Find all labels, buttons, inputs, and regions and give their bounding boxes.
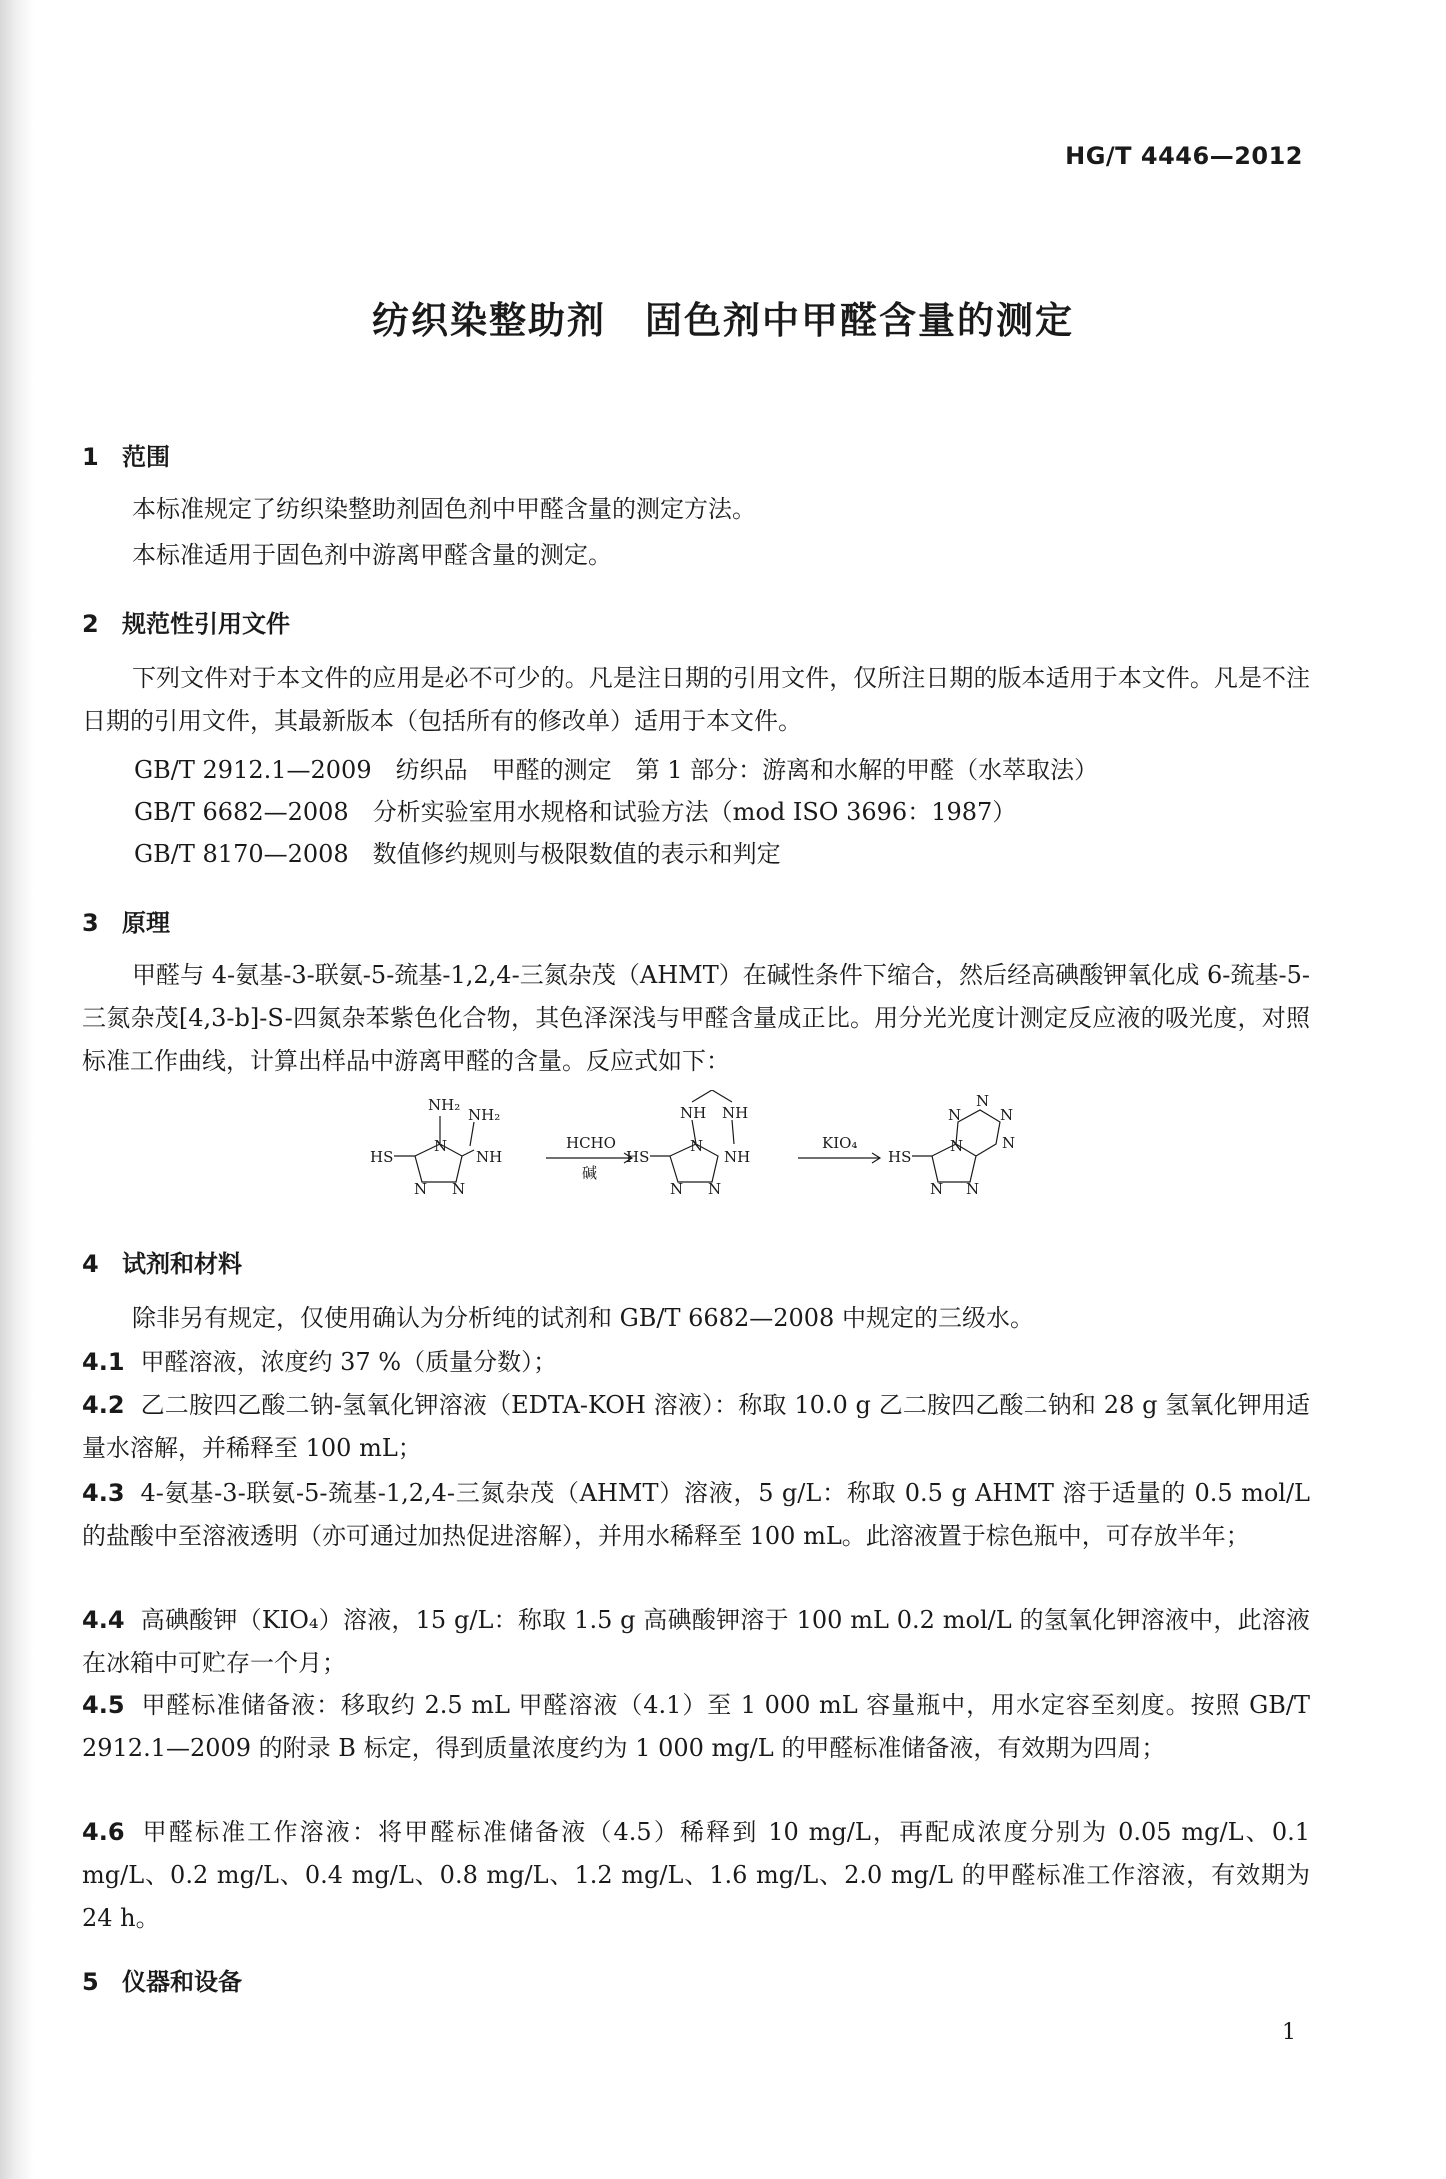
item-text: 高碘酸钾（KIO₄）溶液，15 g/L：称取 1.5 g 高碘酸钾溶于 100 mL 0.2 mol/L 的氢氧化钾溶液中，此溶液在冰箱中可贮存一个月；: [82, 1606, 1310, 1677]
nh-label: NH: [724, 1148, 751, 1166]
section-title: 试剂和材料: [122, 1250, 242, 1278]
reagent-item-4-6: [82, 1811, 1310, 1940]
page-number: 1: [1282, 2020, 1296, 2045]
nh-label: NH: [680, 1104, 707, 1122]
section-number: 4: [82, 1250, 99, 1278]
ring-nitrogen-label: N: [948, 1106, 962, 1124]
ring-nitrogen-label: N: [690, 1137, 704, 1155]
reagents-intro: 除非另有规定，仅使用确认为分析纯的试剂和 GB/T 6682—2008 中规定的三级水。: [132, 1304, 1034, 1332]
principle-paragraph: 甲醛与 4-氨基-3-联氨-5-巯基-1,2,4-三氮杂茂（AHMT）在碱性条件下缩合，然后经高碘酸钾氧化成 6-巯基-5-三氮杂茂[4,3-b]-S-四氮杂苯紫色化合物，其色泽深浅与甲醛含量成正比。用分光光度计测定反应液的吸光度，对照标准工作曲线，计算出样品中游离甲醛的含量。反应式如下：: [82, 961, 1310, 1075]
item-number: 4.2: [82, 1391, 125, 1419]
section-heading-1: [82, 437, 170, 472]
standard-code: HG/T 4446—2012: [1065, 142, 1303, 170]
ring-nitrogen-label: N: [1000, 1106, 1014, 1124]
arrow-condition-label: 碱: [582, 1164, 598, 1182]
reaction-equation: [370, 1090, 1030, 1220]
reference-item: GB/T 8170—2008 数值修约规则与极限数值的表示和判定: [134, 840, 781, 868]
ring-nitrogen-label: N: [708, 1180, 722, 1198]
item-text: 乙二胺四乙酸二钠-氢氧化钾溶液（EDTA-KOH 溶液）：称取 10.0 g 乙二胺四乙酸二钠和 28 g 氢氧化钾用适量水溶解，并稀释至 100 mL；: [82, 1391, 1310, 1462]
ring-nitrogen-label: N: [452, 1180, 466, 1198]
document-title: 纺织染整助剂 固色剂中甲醛含量的测定: [372, 299, 1074, 342]
reagent-item-4-3: [82, 1472, 1310, 1558]
arrow-reagent-label: KIO₄: [822, 1134, 858, 1152]
section-number: 1: [82, 443, 99, 471]
amino-group-label: NH₂: [428, 1096, 461, 1114]
scope-paragraph-1: 本标准规定了纺织染整助剂固色剂中甲醛含量的测定方法。: [132, 495, 756, 523]
thiol-label: HS: [370, 1148, 394, 1166]
ring-nitrogen-label: N: [950, 1137, 964, 1155]
ring-nitrogen-label: N: [434, 1137, 448, 1155]
item-number: 4.1: [82, 1348, 125, 1376]
reagent-item-4-4: [82, 1599, 1310, 1685]
item-text: 甲醛溶液，浓度约 37 %（质量分数）；: [140, 1348, 558, 1376]
section-title: 范围: [122, 443, 170, 471]
ring-nitrogen-label: N: [414, 1180, 428, 1198]
item-number: 4.3: [82, 1479, 125, 1507]
reagent-item-4-1: [82, 1341, 1310, 1384]
reference-item: GB/T 2912.1—2009 纺织品 甲醛的测定 第 1 部分：游离和水解的甲醛（水萃取法）: [134, 756, 1099, 784]
thiol-label: HS: [888, 1148, 912, 1166]
item-text: 4-氨基-3-联氨-5-巯基-1,2,4-三氮杂茂（AHMT）溶液，5 g/L：称取 0.5 g AHMT 溶于适量的 0.5 mol/L 的盐酸中至溶液透明（亦可通过加热促进溶解），并用水稀释至 100 mL。此溶液置于棕色瓶中，可存放半年；: [82, 1479, 1310, 1550]
thiol-label: HS: [626, 1148, 650, 1166]
item-text: 甲醛标准工作溶液：将甲醛标准储备液（4.5）稀释到 10 mg/L，再配成浓度分别为 0.05 mg/L、0.1 mg/L、0.2 mg/L、0.4 mg/L、0.8 mg/L、1.2 mg/L、1.6 mg/L、2.0 mg/L 的甲醛标准工作溶液，有效期为 24 h。: [82, 1818, 1310, 1932]
section-title: 仪器和设备: [122, 1968, 242, 1996]
hydrazino-group-label: NH₂: [468, 1106, 501, 1124]
ring-nitrogen-label: N: [670, 1180, 684, 1198]
scope-paragraph-2: 本标准适用于固色剂中游离甲醛含量的测定。: [132, 541, 612, 569]
ring-nitrogen-label: N: [930, 1180, 944, 1198]
section-title: 规范性引用文件: [122, 610, 290, 638]
references-intro: 下列文件对于本文件的应用是必不可少的。凡是注日期的引用文件，仅所注日期的版本适用于本文件。凡是不注日期的引用文件，其最新版本（包括所有的修改单）适用于本文件。: [82, 664, 1310, 735]
reagent-item-4-5: [82, 1684, 1310, 1770]
reagent-item-4-2: [82, 1384, 1310, 1470]
arrow-reagent-label: HCHO: [566, 1134, 616, 1152]
item-number: 4.4: [82, 1606, 125, 1634]
ring-nitrogen-label: N: [1002, 1134, 1016, 1152]
reference-item: GB/T 6682—2008 分析实验室用水规格和试验方法（mod ISO 3696：1987）: [134, 798, 1017, 826]
nh-label: NH: [476, 1148, 503, 1166]
section-number: 5: [82, 1968, 99, 1996]
ring-nitrogen-label: N: [976, 1092, 990, 1110]
section-heading-5: [82, 1962, 242, 1997]
ring-nitrogen-label: N: [966, 1180, 980, 1198]
item-text: 甲醛标准储备液：移取约 2.5 mL 甲醛溶液（4.1）至 1 000 mL 容量瓶中，用水定容至刻度。按照 GB/T 2912.1—2009 的附录 B 标定，得到质量浓度约为 1 000 mg/L 的甲醛标准储备液，有效期为四周；: [82, 1691, 1310, 1762]
item-number: 4.6: [82, 1818, 125, 1846]
section-title: 原理: [122, 909, 170, 937]
section-heading-4: [82, 1244, 242, 1279]
section-number: 2: [82, 610, 99, 638]
section-number: 3: [82, 909, 99, 937]
nh-label: NH: [722, 1104, 749, 1122]
section-heading-2: [82, 604, 290, 639]
item-number: 4.5: [82, 1691, 125, 1719]
section-heading-3: [82, 903, 170, 938]
